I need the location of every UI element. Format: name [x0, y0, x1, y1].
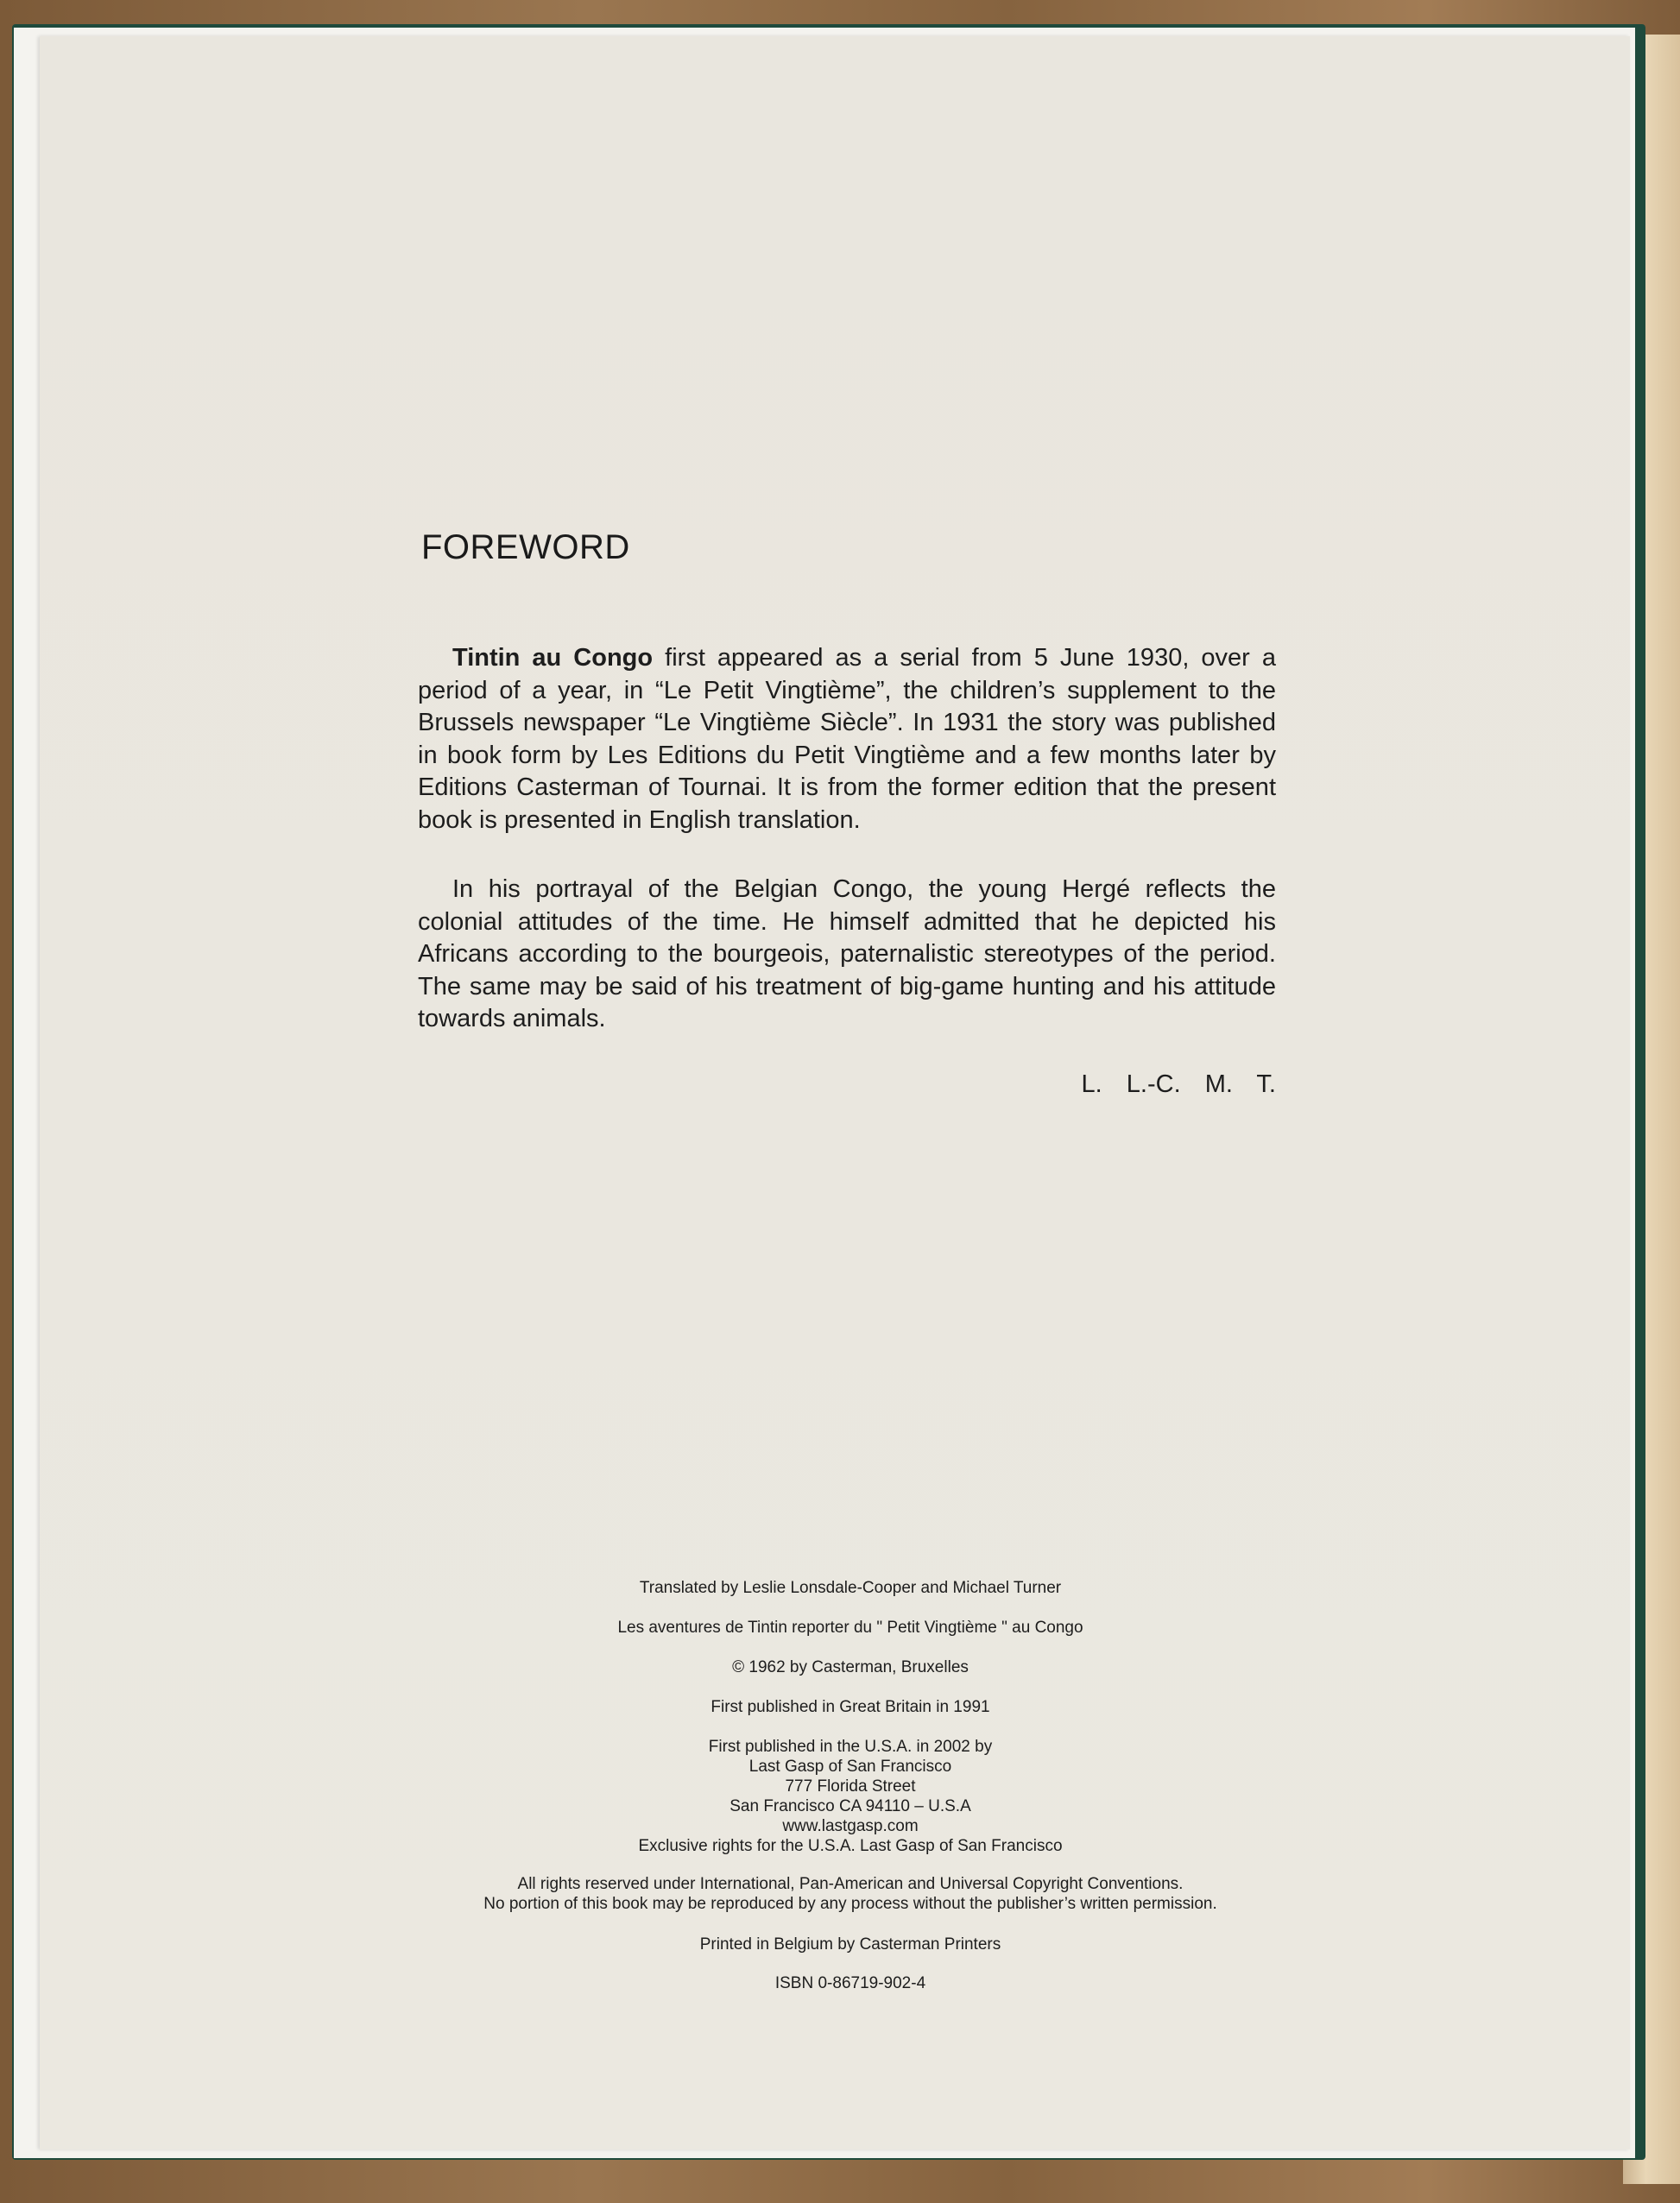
publisher-block: [421, 1737, 1279, 1856]
foreword-signature: L. L.-C. M. T.: [1081, 1070, 1276, 1098]
publisher-name: Last Gasp of San Francisco: [748, 1758, 952, 1776]
rights-block: [421, 1874, 1279, 1914]
foreword-title: FOREWORD: [421, 528, 630, 566]
printed-line: Printed in Belgium by Casterman Printers: [699, 1935, 1001, 1954]
first-published-usa: First published in the U.S.A. in 2002 by: [708, 1738, 993, 1756]
copyright-line: © 1962 by Casterman, Bruxelles: [732, 1658, 969, 1676]
publisher-city: San Francisco CA 94110 – U.S.A: [729, 1797, 971, 1815]
paragraph-1-text: first appeared as a serial from 5 June 1930, over a period of a year, in “Le Petit Vingtième”, the children’s supplement to the Brussels newspaper “Le Vingtième Siècle”. In 1931 the story was published in book form by Les Editions du Petit Vingtième and a few months later by Editions Casterman of Tournai. It is from the former edition that the present book is presented in English translation.: [418, 644, 1276, 834]
publisher-website: www.lastgasp.com: [782, 1817, 919, 1835]
book-title-bold: Tintin au Congo: [452, 644, 654, 672]
publisher-street: 777 Florida Street: [785, 1777, 916, 1796]
exclusive-rights: Exclusive rights for the U.S.A. Last Gasp of San Francisco: [638, 1837, 1063, 1855]
original-title: Les aventures de Tintin reporter du " Petit Vingtième " au Congo: [617, 1619, 1083, 1637]
first-published-gb: First published in Great Britain in 1991: [711, 1698, 990, 1716]
foreword-paragraph-2: In his portrayal of the Belgian Congo, the young Hergé reflects the colonial attitudes of the time. He himself admitted that he depicted his Africans according to the bourgeois, paternalistic stereotypes of the period. The same may be said of his treatment of big-game hunting and his attitude towards animals.: [418, 875, 1276, 1032]
translator-credit: Translated by Leslie Lonsdale-Cooper and Michael Turner: [639, 1579, 1062, 1597]
foreword-paragraph-1: [418, 642, 1276, 836]
rights-line-1: All rights reserved under International, Pan-American and Universal Copyright Conventions.: [517, 1875, 1184, 1893]
rights-line-2: No portion of this book may be reproduced by any process without the publisher’s written permission.: [483, 1895, 1217, 1913]
isbn-line: ISBN 0-86719-902-4: [774, 1974, 926, 1992]
